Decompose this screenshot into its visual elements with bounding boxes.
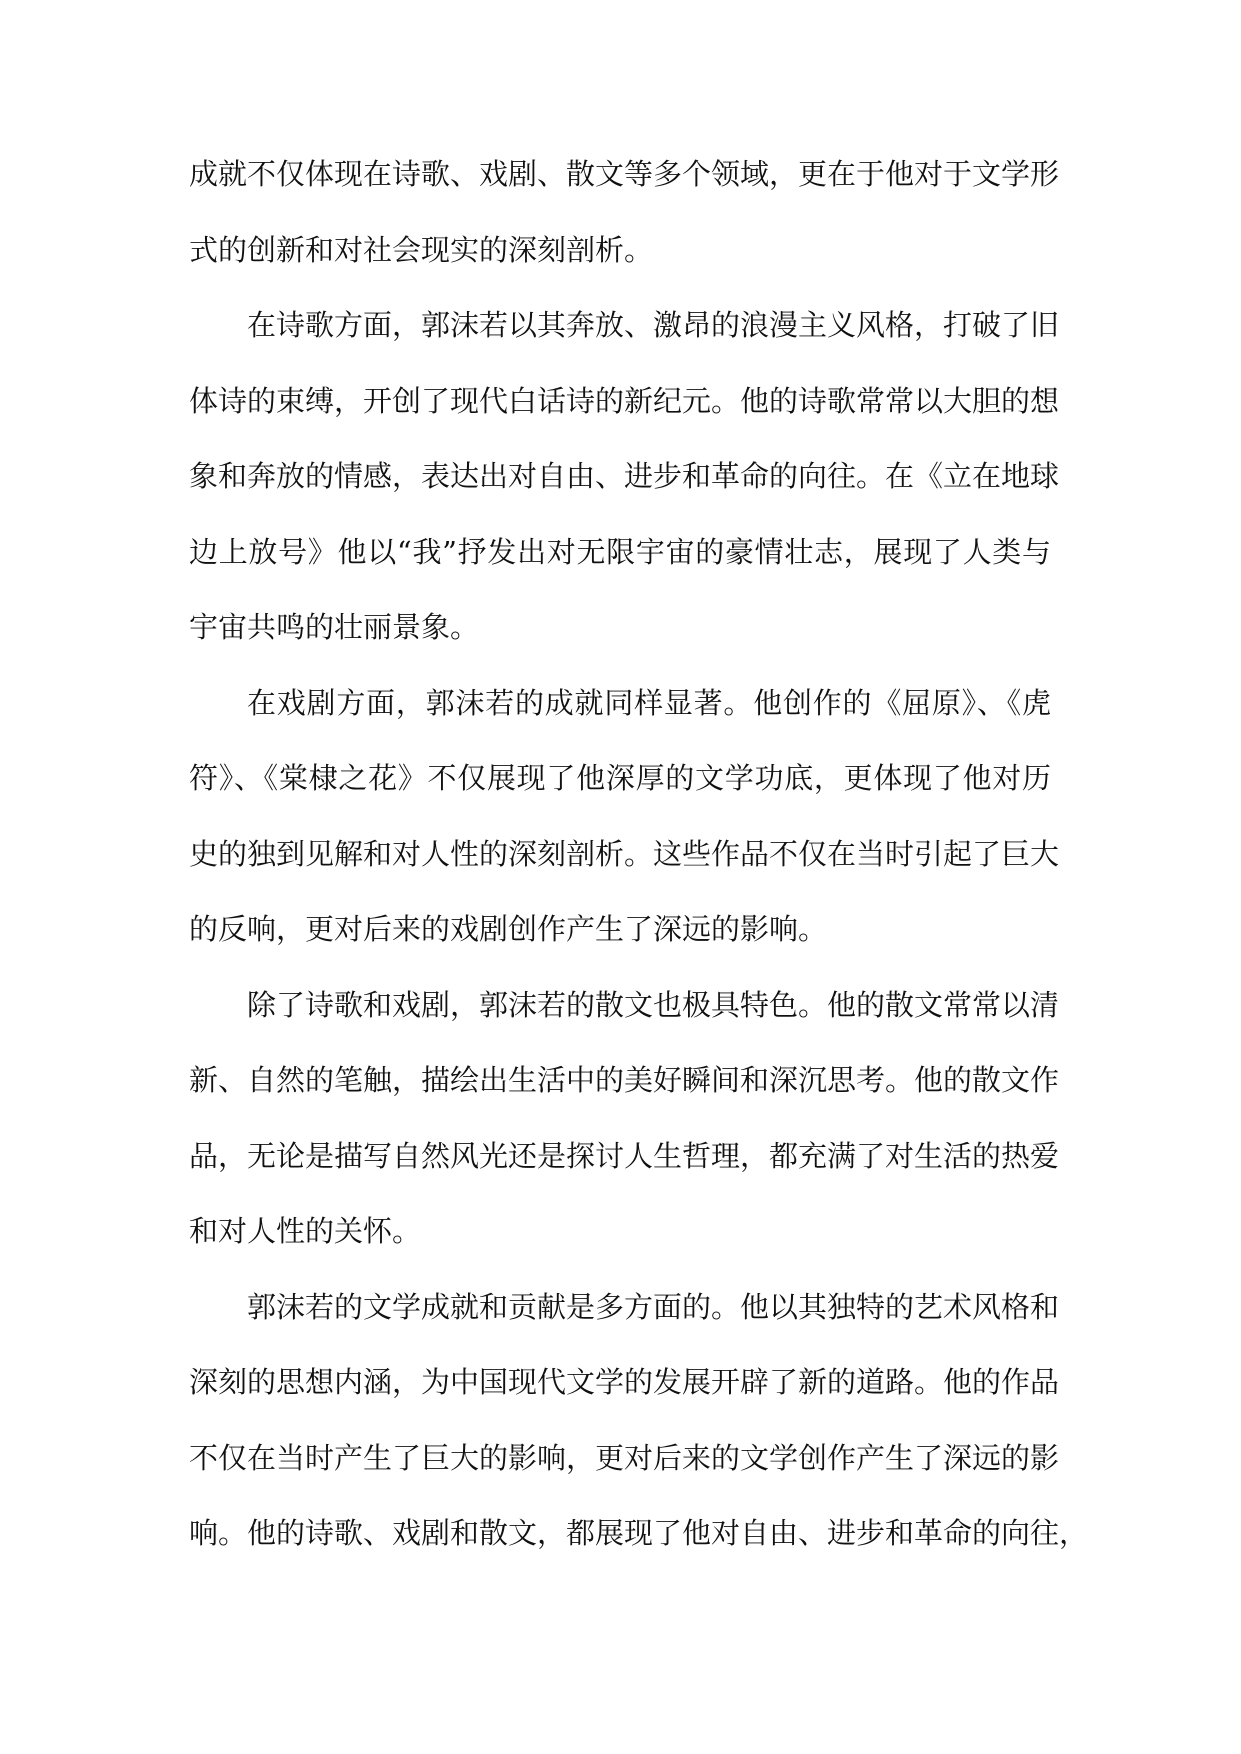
text-line: 除了诗歌和戏剧，郭沫若的散文也极具特色。他的散文常常以清: [247, 987, 1060, 1022]
text-line: 成就不仅体现在诗歌、戏剧、散文等多个领域，更在于他对于文学形: [189, 157, 1060, 191]
text-line: 宇宙共鸣的壮丽景象。: [189, 610, 480, 644]
text-line: 体诗的束缚，开创了现代白话诗的新纪元。他的诗歌常常以大胆的想: [189, 383, 1060, 418]
text-line: 深刻的思想内涵，为中国现代文学的发展开辟了新的道路。他的作品: [189, 1365, 1060, 1399]
text-line: 的反响，更对后来的戏剧创作产生了深远的影响。: [189, 912, 828, 946]
paragraph-1: [189, 137, 1060, 288]
paragraph-2: [189, 288, 1060, 666]
paragraph-4: [189, 968, 1060, 1270]
text-line: 郭沫若的文学成就和贡献是多方面的。他以其独特的艺术风格和: [247, 1289, 1060, 1324]
text-line: 式的创新和对社会现实的深刻剖析。: [189, 232, 654, 267]
text-line: 响。他的诗歌、戏剧和散文，都展现了他对自由、进步和革命的向往，: [189, 1516, 1089, 1550]
text-line: 在诗歌方面，郭沫若以其奔放、激昂的浪漫主义风格，打破了旧: [247, 308, 1060, 342]
text-line: 不仅在当时产生了巨大的影响，更对后来的文学创作产生了深远的影: [189, 1440, 1060, 1475]
text-line: 和对人性的关怀。: [189, 1214, 422, 1248]
text-line: 品，无论是描写自然风光还是探讨人生哲理，都充满了对生活的热爱: [189, 1138, 1060, 1173]
text-line: 边上放号》他以“我”抒发出对无限宇宙的豪情壮志，展现了人类与: [189, 534, 1051, 569]
text-line: 符》、《棠棣之花》不仅展现了他深厚的文学功底，更体现了他对历: [189, 761, 1051, 795]
document-body: [189, 137, 1089, 1572]
text-line: 史的独到见解和对人性的深刻剖析。这些作品不仅在当时引起了巨大: [189, 836, 1060, 871]
paragraph-5: [189, 1270, 1089, 1572]
text-line: 象和奔放的情感，表达出对自由、进步和革命的向往。在《立在地球: [189, 459, 1060, 493]
text-line: 在戏剧方面，郭沫若的成就同样显著。他创作的《屈原》、《虎: [247, 685, 1051, 720]
paragraph-3: [189, 666, 1060, 968]
text-line: 新、自然的笔触，描绘出生活中的美好瞬间和深沉思考。他的散文作: [189, 1063, 1060, 1097]
